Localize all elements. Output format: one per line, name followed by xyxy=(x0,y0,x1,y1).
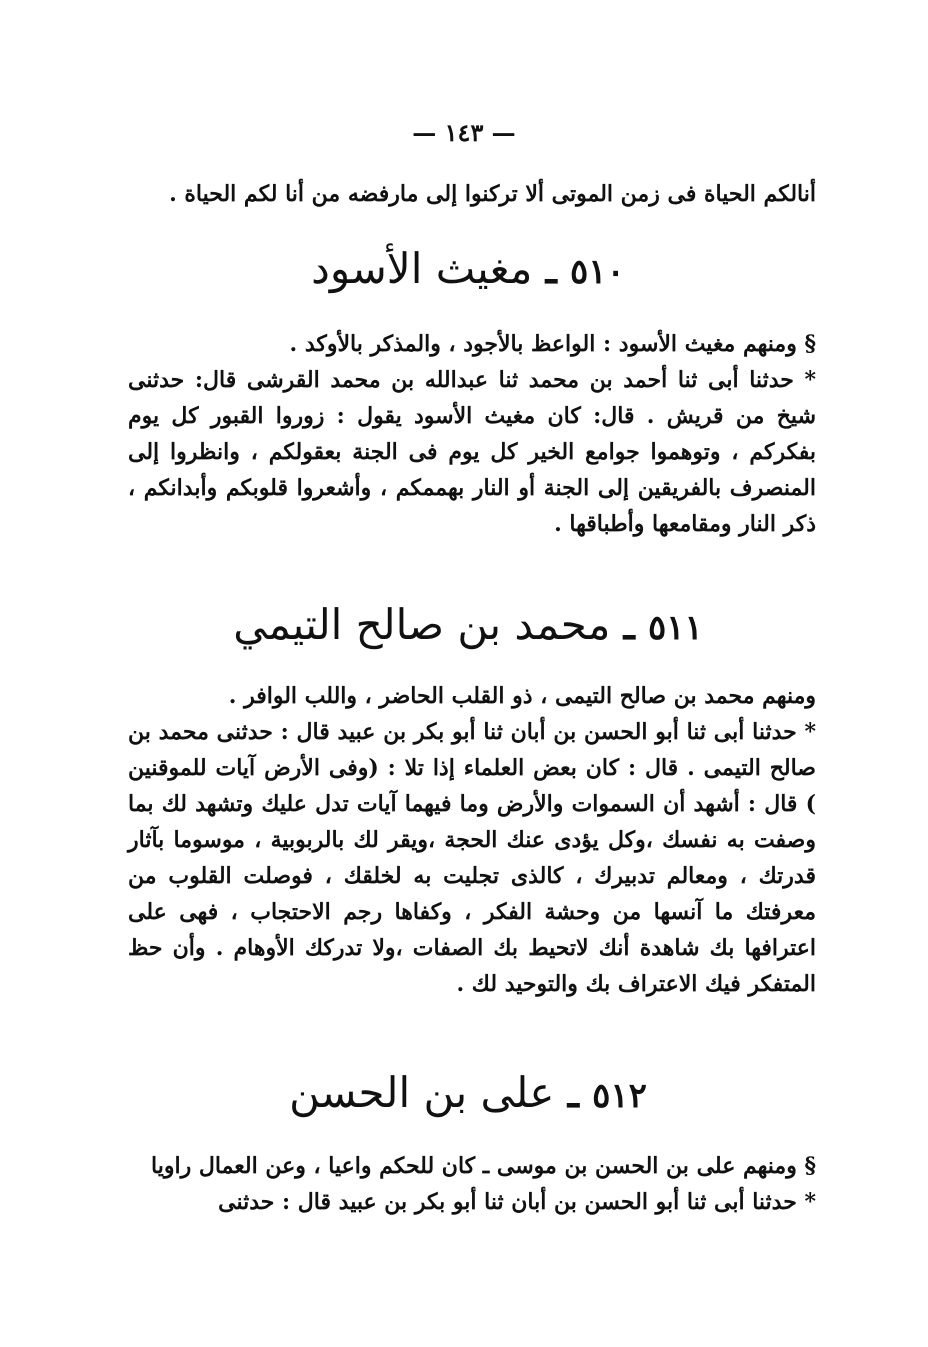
section-name: على بن الحسن xyxy=(289,1068,555,1117)
paragraph: § ومنهم مغيث الأسود : الواعظ بالأجود ، والمذكر بالأوكد . xyxy=(289,331,816,357)
section-heading-512 xyxy=(128,1068,808,1117)
section-dash: ـ xyxy=(567,1071,579,1116)
section-heading-511 xyxy=(128,600,808,649)
paragraph: § ومنهم على بن الحسن بن موسى ـ كان للحكم واعيا ، وعن العمال راويا xyxy=(151,1153,816,1179)
intro-line xyxy=(128,176,816,212)
intro-text: أنالكم الحياة فى زمن الموتى ألا تركنوا إلى مارفضه من أنا لكم الحياة . xyxy=(169,181,816,207)
section-body-511 xyxy=(128,678,816,1002)
section-dash: ـ xyxy=(623,603,635,648)
section-body-512 xyxy=(128,1148,816,1220)
section-number: ٥١٢ xyxy=(592,1076,647,1116)
page-number: — ١٤٣ — xyxy=(412,118,516,147)
section-name: مغيث الأسود xyxy=(311,244,533,293)
section-number: ٥١٠ xyxy=(570,252,625,292)
paragraph: * حدثنا أبى ثنا أحمد بن محمد ثنا عبدالله بن محمد القرشى قال: حدثنى شيخ من قريش . قال: كان مغيث الأسود يقول : زوروا القبور كل يوم بفكركم ، وتوهموا جوامع الخير كل يوم فى الجنة بعقولكم ، وانظروا إلى المنصرف بالفريقين إلى الجنة أو النار بهممكم ، وأشعروا قلوبكم وأبدانكم ، ذكر النار ومقامعها وأطباقها . xyxy=(128,367,816,537)
paragraph: * حدثنا أبى ثنا أبو الحسن بن أبان ثنا أبو بكر بن عبيد قال : حدثنى xyxy=(218,1189,816,1215)
paragraph: * حدثنا أبى ثنا أبو الحسن بن أبان ثنا أبو بكر بن عبيد قال : حدثنى محمد بن صالح التيمى . قال : كان بعض العلماء إذا تلا : (وفى الأرض آيات للموقنين ) قال : أشهد أن السموات والأرض وما فيهما آيات تدل عليك وتشهد لك بما وصفت به نفسك ،وكل يؤدى عنك الحجة ،ويقر لك بالربوبية ، موسوما بآثار قدرتك ، ومعالم تدبيرك ، كالذى تجليت به لخلقك ، فوصلت القلوب من معرفتك ما آنسها من وحشة الفكر ، وكفاها رجم الاحتجاب ، فهى على اعترافها بك شاهدة أنك لاتحيط بك الصفات ،ولا تدركك الأوهام . وأن حظ المتفكر فيك الاعتراف بك والتوحيد لك . xyxy=(128,719,816,997)
section-body-510 xyxy=(128,326,816,542)
paragraph: ومنهم محمد بن صالح التيمى ، ذو القلب الحاضر ، واللب الوافر . xyxy=(228,683,816,709)
section-heading-510 xyxy=(128,244,808,293)
section-number: ٥١١ xyxy=(647,608,703,648)
section-dash: ـ xyxy=(545,247,557,292)
section-name: محمد بن صالح التيمي xyxy=(233,600,611,649)
